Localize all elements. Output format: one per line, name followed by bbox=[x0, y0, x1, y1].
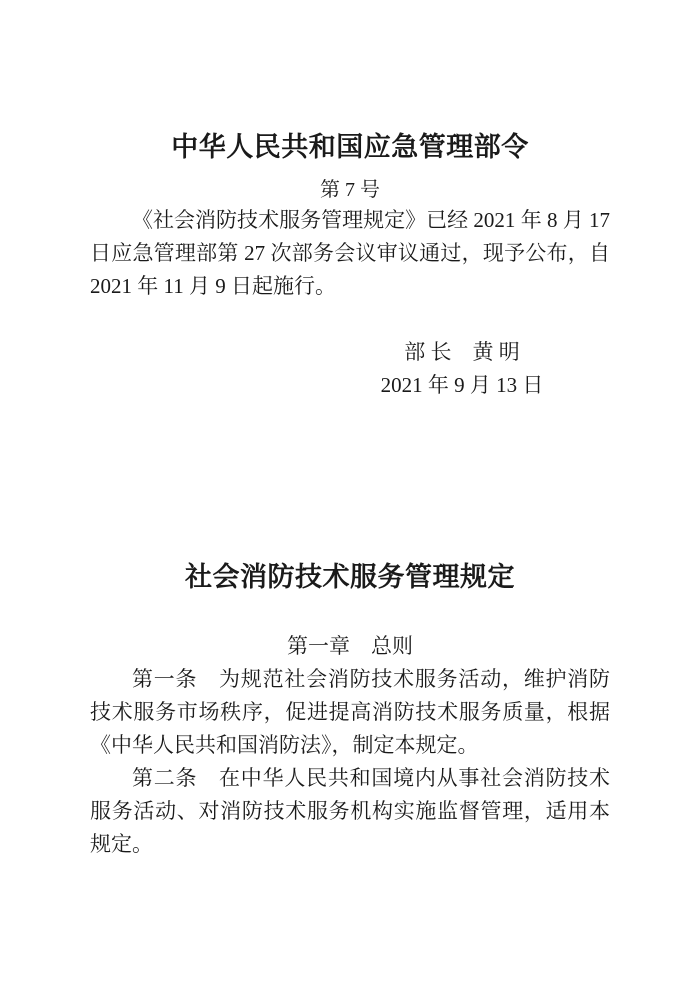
article-paragraph-1: 第一条 为规范社会消防技术服务活动，维护消防技术服务市场秩序，促进提高消防技术服务质量，根据《中华人民共和国消防法》，制定本规定。 bbox=[90, 667, 610, 757]
order-number: 第 7 号 bbox=[320, 179, 380, 201]
signature-date: 2021 年 9 月 13 日 bbox=[380, 373, 544, 397]
signer-line: 部 长 黄 明 bbox=[404, 340, 520, 364]
article-paragraph-2: 第二条 在中华人民共和国境内从事社会消防技术服务活动、对消防技术服务机构实施监督管理，适用本规定。 bbox=[90, 766, 610, 856]
signature-block bbox=[90, 336, 610, 402]
regulation-title: 社会消防技术服务管理规定 bbox=[185, 562, 515, 592]
order-title: 中华人民共和国应急管理部令 bbox=[171, 132, 529, 162]
intro-paragraph: 《社会消防技术服务管理规定》已经 2021 年 8 月 17 日应急管理部第 27 次部务会议审议通过，现予公布，自 2021 年 11 月 9 日起施行。 bbox=[90, 208, 610, 298]
chapter-heading: 第一章 总则 bbox=[287, 634, 413, 658]
